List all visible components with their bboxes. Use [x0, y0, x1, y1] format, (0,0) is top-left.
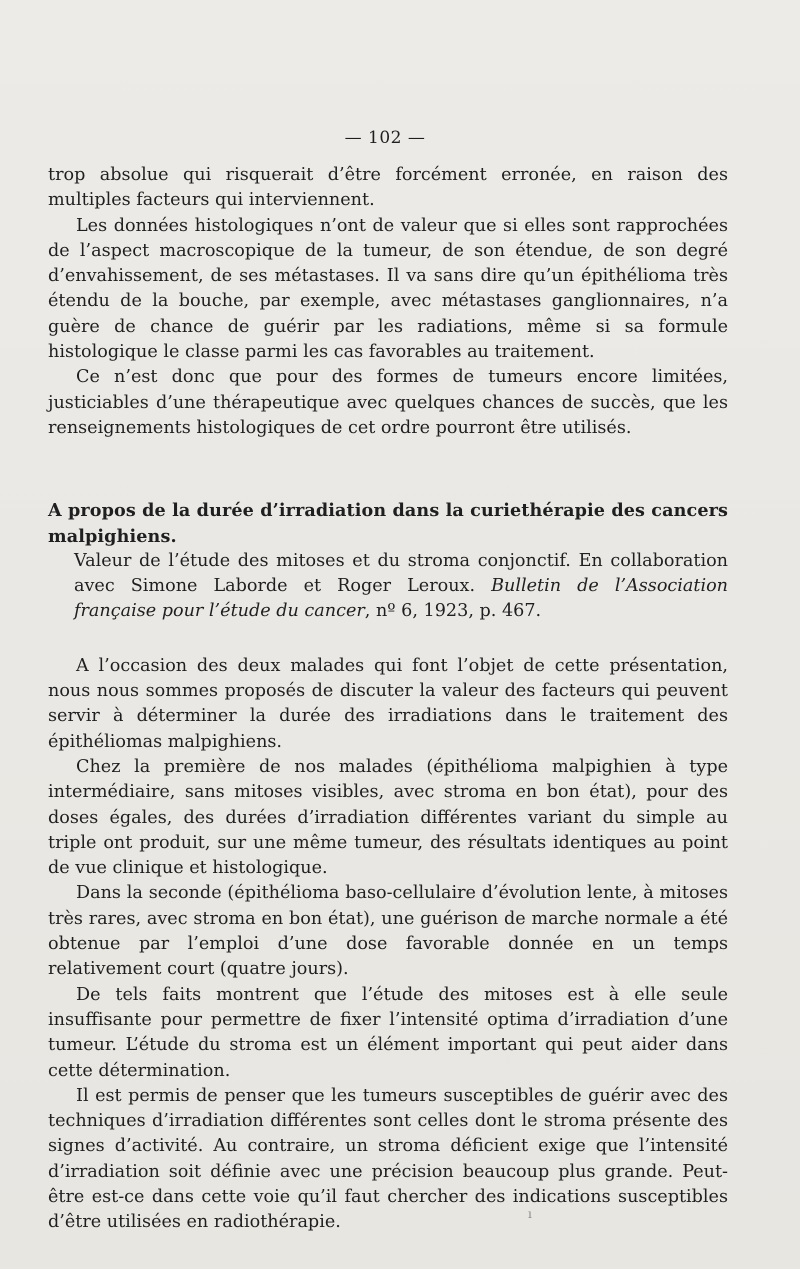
article-title: A propos de la durée d’irradiation dans la curiethérapie des cancers malpighiens.: [48, 500, 728, 547]
paragraph-presentation: A l’occasion des deux malades qui font l’objet de cette présentation, nous nous sommes proposés de discuter la valeur des facteurs qui peuvent servir à déterminer la durée des irradiations dans le traitement des épithéliomas malpighiens.: [48, 655, 728, 752]
paragraph-stroma-activity: Il est permis de penser que les tumeurs susceptibles de guérir avec des techniques d’irradiation différentes sont celles dont le stroma présente des signes d’activité. Au contraire, un stroma déficient exige que l’intensité d’irradiation soit définie avec une précision beaucoup plus grande. Peut-être est-ce dans cette voie qu’il faut chercher des indications susceptibles d’être utilisées en radiothérapie.: [48, 1085, 728, 1233]
page-number: — 102 —: [344, 128, 426, 148]
article-subtitle: Valeur de l’étude des mitoses et du stroma conjonctif. En collaboration avec Simone Laborde et Roger Leroux.: [74, 550, 728, 597]
paragraph-limited-tumours: Ce n’est donc que pour des formes de tumeurs encore limitées, justiciables d’une thérapeutique avec quelques chances de succès, que les renseignements histologiques de cet ordre pourront être utilisés.: [48, 367, 728, 438]
page-body: [48, 163, 728, 1236]
paragraph-histological-data: Les données histologiques n’ont de valeur que si elles sont rapprochées de l’aspect macroscopique de la tumeur, de son étendue, de son degré d’envahissement, de ses métastases. Il va sans dire qu’un épithélioma très étendu de la bouche, par exemple, avec métastases ganglionnaires, n’a guère de chance de guérir par les radiations, même si sa formule histologique le classe parmi les cas favorables au traitement.: [48, 215, 728, 363]
continuation-paragraph: trop absolue qui risquerait d’être forcément erronée, en raison des multiples facteurs qui interviennent.: [48, 165, 728, 211]
citation-details: , nº 6, 1923, p. 467.: [364, 601, 542, 622]
article-heading: [48, 498, 728, 624]
paragraph-first-patient: Chez la première de nos malades (épithélioma malpighien à type intermédiaire, sans mitoses visibles, avec stroma en bon état), pour des doses égales, des durées d’irradiation différentes variant du simple au triple ont produit, sur une même tumeur, des résultats identiques au point de vue clinique et histologique.: [48, 756, 728, 879]
paragraph-second-patient: Dans la seconde (épithélioma baso-cellulaire d’évolution lente, à mitoses très rares, avec stroma en bon état), une guérison de marche normale a été obtenue par l’emploi d’une dose favorable donnée en un temps relativement court (quatre jours).: [48, 883, 728, 980]
journal-name: Bulletin de l’Association française pour l’étude du cancer: [74, 576, 729, 622]
page-mark: ı: [528, 1207, 532, 1221]
article-reference: [48, 549, 728, 625]
paragraph-mitoses-insufficient: De tels faits montrent que l’étude des mitoses est à elle seule insuffisante pour permettre de fixer l’intensité optima d’irradiation d’une tumeur. L’étude du stroma est un élément important qui peut aider dans cette détermination.: [48, 984, 728, 1081]
